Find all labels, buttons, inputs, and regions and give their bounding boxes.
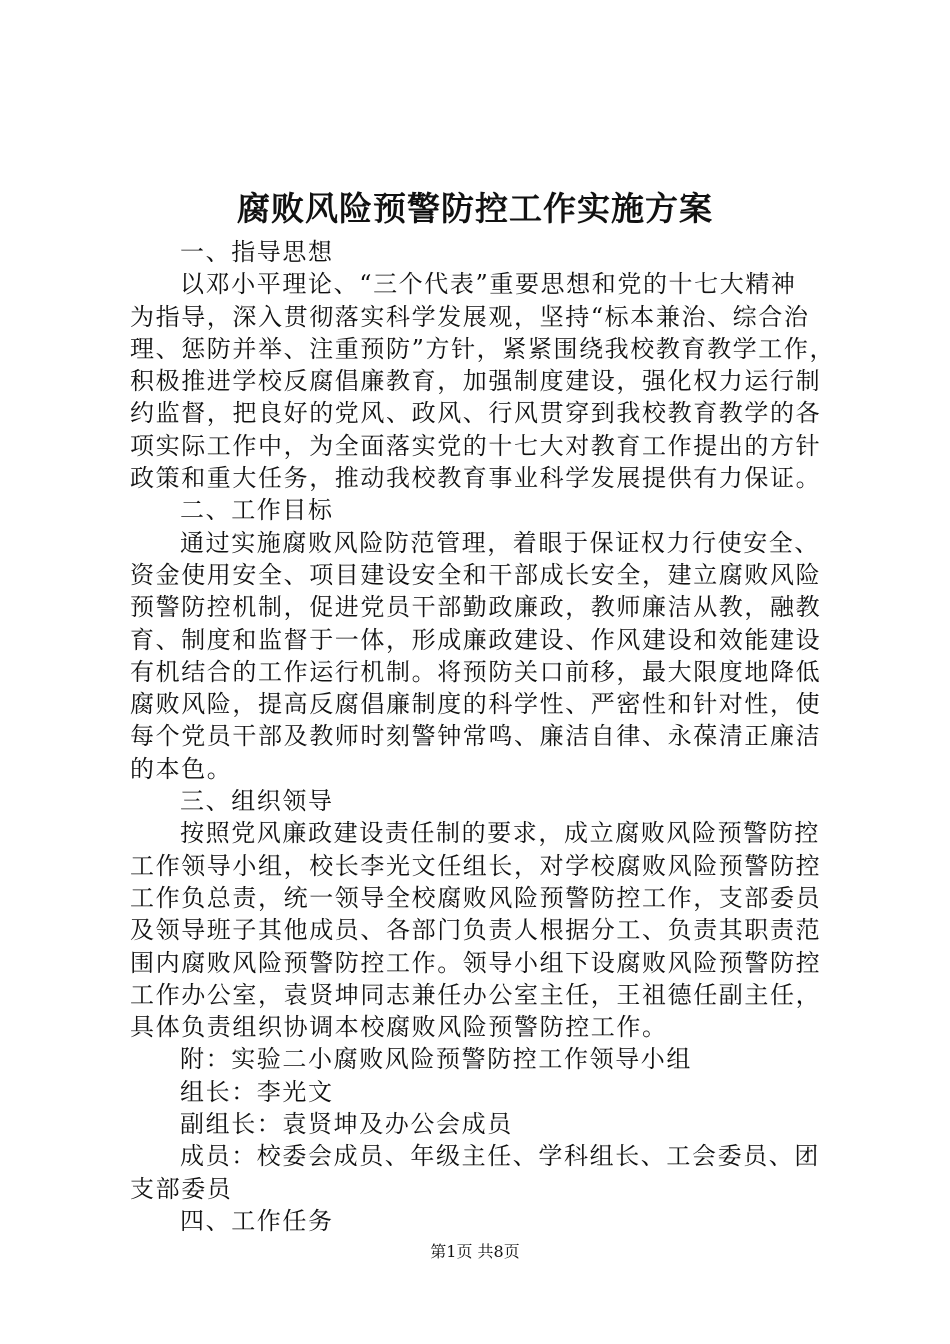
text-line: 及领导班子其他成员、各部门负责人根据分工、负责其职责范 (130, 916, 822, 945)
section-heading-text: 三、组织领导 (180, 787, 334, 816)
text-line: 通过实施腐败风险防范管理，着眼于保证权力行使安全、 (180, 528, 820, 557)
section (130, 1205, 830, 1237)
text-line: 约监督，把良好的党风、政风、行风贯穿到我校教育教学的各 (130, 399, 822, 428)
paragraph (130, 1076, 830, 1108)
text-line: 理、惩防并举、注重预防”方针，紧紧围绕我校教育教学工作， (130, 334, 836, 363)
paragraph (130, 268, 836, 494)
section-heading (130, 785, 830, 817)
paragraph (130, 1043, 830, 1075)
text-line: 工作领导小组，校长李光文任组长，对学校腐败风险预警防控 (130, 851, 822, 880)
section-heading (130, 236, 830, 268)
text-line: 以邓小平理论、“三个代表”重要思想和党的十七大精神 (180, 270, 797, 299)
text-line: 具体负责组织协调本校腐败风险预警防控工作。 (130, 1013, 668, 1042)
text-line: 支部委员 (130, 1174, 233, 1203)
section-heading (130, 494, 830, 526)
text-line: 组长：李光文 (180, 1077, 334, 1106)
section-heading-text: 二、工作目标 (180, 496, 334, 525)
paragraph (130, 1108, 830, 1140)
text-line: 围内腐败风险预警防控工作。领导小组下设腐败风险预警防控 (130, 948, 822, 977)
section-heading-text: 四、工作任务 (180, 1206, 334, 1235)
section (130, 236, 836, 494)
text-line: 成员：校委会成员、年级主任、学科组长、工会委员、团 (180, 1142, 820, 1171)
document-body (130, 236, 836, 1237)
text-line: 政策和重大任务，推动我校教育事业科学发展提供有力保证。 (130, 464, 822, 493)
text-line: 的本色。 (130, 754, 233, 783)
paragraph (130, 817, 830, 1043)
section (130, 785, 830, 1205)
page-footer: 第1页 共8页 (430, 1242, 520, 1261)
document-title: 腐败风险预警防控工作实施方案 (237, 189, 713, 228)
text-line: 附：实验二小腐败风险预警防控工作领导小组 (180, 1045, 692, 1074)
text-line: 每个党员干部及教师时刻警钟常鸣、廉洁自律、永葆清正廉洁 (130, 722, 822, 751)
text-line: 资金使用安全、项目建设安全和干部成长安全，建立腐败风险 (130, 560, 822, 589)
text-line: 工作办公室，袁贤坤同志兼任办公室主任，王祖德任副主任， (130, 980, 822, 1009)
text-line: 按照党风廉政建设责任制的要求，成立腐败风险预警防控 (180, 819, 820, 848)
text-line: 工作负总责，统一领导全校腐败风险预警防控工作，支部委员 (130, 883, 822, 912)
paragraph (130, 527, 830, 785)
text-line: 为指导，深入贯彻落实科学发展观，坚持“标本兼治、综合治 (130, 302, 810, 331)
text-line: 副组长：袁贤坤及办公会成员 (180, 1110, 513, 1139)
section-heading-text: 一、指导思想 (180, 238, 334, 266)
text-line: 腐败风险，提高反腐倡廉制度的科学性、严密性和针对性，使 (130, 690, 822, 719)
text-line: 育、制度和监督于一体，形成廉政建设、作风建设和效能建设 (130, 625, 822, 654)
text-line: 积极推进学校反腐倡廉教育，加强制度建设，强化权力运行制 (130, 367, 822, 396)
section-heading (130, 1205, 830, 1237)
section (130, 494, 830, 785)
text-line: 有机结合的工作运行机制。将预防关口前移，最大限度地降低 (130, 657, 822, 686)
text-line: 项实际工作中，为全面落实党的十七大对教育工作提出的方针 (130, 431, 822, 460)
paragraph (130, 1140, 830, 1205)
text-line: 预警防控机制，促进党员干部勤政廉政，教师廉洁从教，融教 (130, 593, 822, 622)
